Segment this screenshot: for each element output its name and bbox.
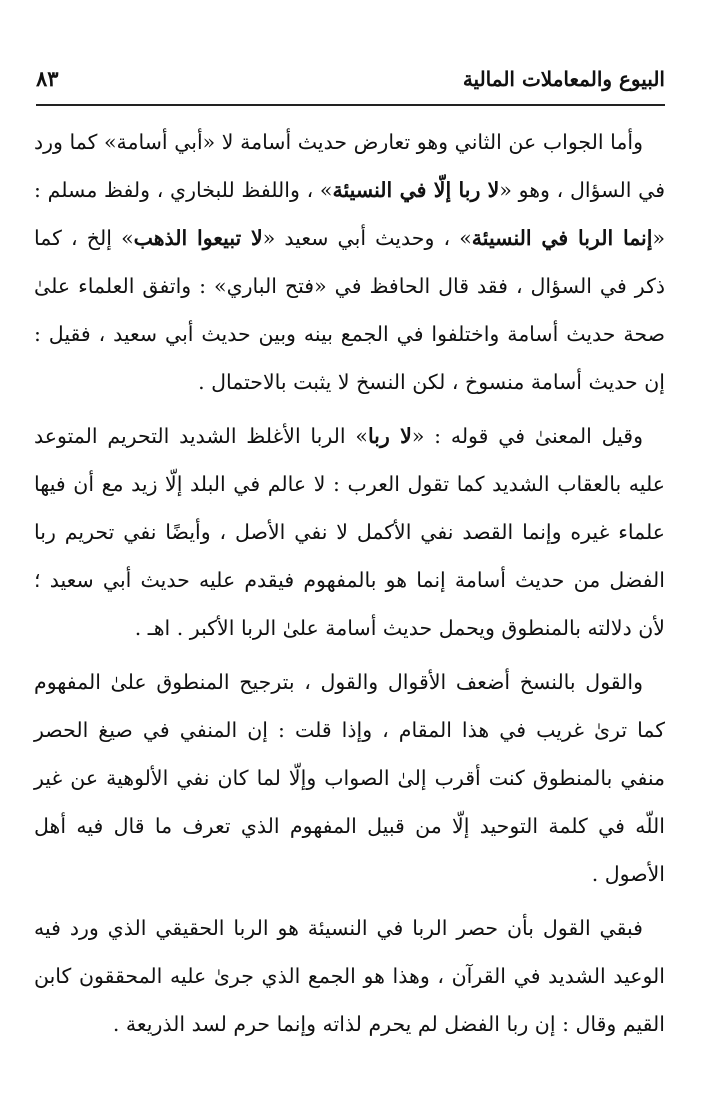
paragraph — [34, 412, 665, 652]
quoted-hadith-text: لا تبيعوا الذهب — [133, 226, 263, 250]
header-rule — [36, 104, 665, 106]
paragraph-text: وقيل المعنىٰ في قوله : « — [411, 424, 643, 448]
quoted-hadith-text: إنما الربا في النسيئة — [471, 226, 653, 250]
paragraph-text: » الربا الأغلظ الشديد التحريم المتوعد عليه بالعقاب الشديد كما تقول العرب : لا عالم في البلد إلّا زيد مع أن فيها علماء غيره وإنما القصد نفي الأكمل لا نفي الأصل ، وأيضًا نفي تحريم ربا الفضل من حديث أسامة إنما هو بالمفهوم فيقدم عليه حديث أبي سعيد ؛ لأن دلالته بالمنطوق ويحمل حديث أسامة علىٰ الربا الأكبر . اهـ . — [34, 424, 665, 640]
paragraph-text: » إلخ ، كما ذكر في السؤال ، فقد قال الحافظ في «فتح الباري» : واتفق العلماء علىٰ صحة حديث أسامة واختلفوا في الجمع بينه وبين حديث أبي سعيد ، فقيل : إن حديث أسامة منسوخ ، لكن النسخ لا يثبت بالاحتمال . — [34, 226, 665, 394]
paragraph-text: فبقي القول بأن حصر الربا في النسيئة هو الربا الحقيقي الذي ورد فيه الوعيد الشديد في القرآن ، وهذا هو الجمع الذي جرىٰ عليه المحققون كابن القيم وقال : إن ربا الفضل لم يحرم لذاته وإنما حرم لسد الذريعة . — [34, 916, 665, 1036]
paragraph-text: » ، وحديث أبي سعيد « — [262, 226, 472, 250]
quoted-hadith-text: لا ربا إلّا في النسيئة — [332, 178, 500, 202]
paragraph — [34, 904, 665, 1048]
body-text — [34, 118, 665, 1048]
paragraph-text: وأما الجواب عن الثاني وهو تعارض حديث أسامة لا «أبي أسامة» كما ورد في السؤال ، وهو « — [34, 130, 665, 202]
page-number: ٨٣ — [36, 66, 59, 91]
running-title: البيوع والمعاملات المالية — [462, 67, 665, 91]
paragraph — [34, 658, 665, 898]
paragraph-text: والقول بالنسخ أضعف الأقوال والقول ، بترجيح المنطوق علىٰ المفهوم كما ترىٰ غريب في هذا المقام ، وإذا قلت : إن المنفي في صيغ الحصر منفي بالمنطوق كنت أقرب إلىٰ الصواب وإلّا لما كان نفي الألوهية عن غير اللّه في كلمة التوحيد إلّا من قبيل المفهوم الذي تعرف ما قال فيه أهل الأصول . — [34, 670, 666, 886]
paragraph-text: » ، واللفظ للبخاري ، ولفظ مسلم : « — [34, 178, 665, 250]
page-header — [36, 64, 665, 98]
paragraph — [34, 118, 665, 406]
quoted-hadith-text: لا ربا — [367, 424, 412, 448]
